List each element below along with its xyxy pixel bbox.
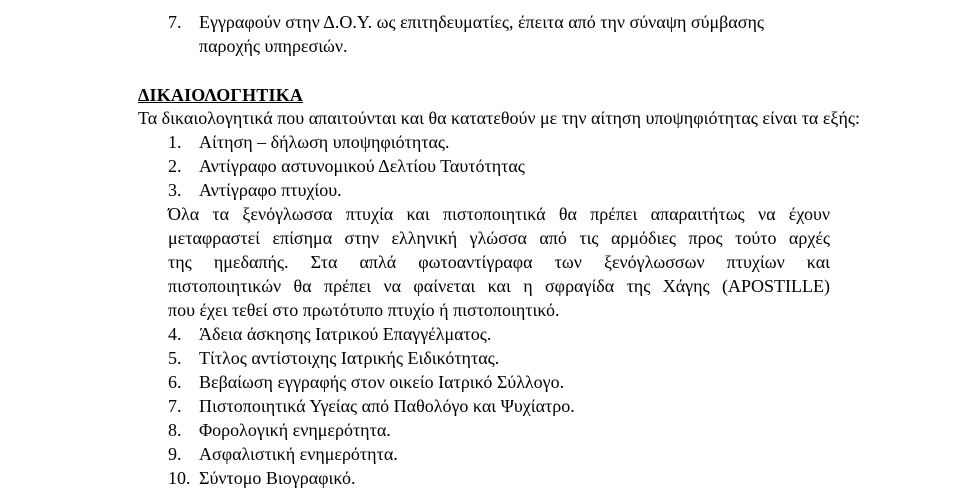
note-paragraph-line: πιστοποιητικών θα πρέπει να φαίνεται και η σφραγίδα της Χάγης (APOSTILLE) bbox=[168, 276, 830, 296]
list-item-number: 10. bbox=[168, 468, 191, 488]
section-intro: Τα δικαιολογητικά που απαιτούνται και θα κατατεθούν με την αίτηση υποψηφιότητας είναι τα εξής: bbox=[138, 108, 860, 128]
top-item-text-line-1: Εγγραφούν στην Δ.Ο.Υ. ως επιτηδευματίες, έπειτα από την σύναψη σύμβασης bbox=[199, 12, 764, 32]
note-paragraph-line: που έχει τεθεί στο πρωτότυπο πτυχίο ή πιστοποιητικό. bbox=[168, 300, 560, 320]
list-item-text: Άδεια άσκησης Ιατρικού Επαγγέλματος. bbox=[199, 324, 492, 344]
list-item-number: 6. bbox=[168, 372, 182, 392]
list-item-number: 2. bbox=[168, 156, 182, 176]
note-paragraph-line: μεταφραστεί επίσημα στην ελληνική γλώσσα από τις αρμόδιες προς τούτο αρχές bbox=[168, 228, 830, 248]
list-item-text: Τίτλος αντίστοιχης Ιατρικής Ειδικότητας. bbox=[199, 348, 500, 368]
top-item-number: 7. bbox=[168, 12, 182, 32]
note-paragraph-line: Όλα τα ξενόγλωσσα πτυχία και πιστοποιητικά θα πρέπει απαραιτήτως να έχουν bbox=[168, 204, 830, 224]
list-item-number: 8. bbox=[168, 420, 182, 440]
list-item-number: 9. bbox=[168, 444, 182, 464]
list-item-text: Φορολογική ενημερότητα. bbox=[199, 420, 391, 440]
list-item-text: Ασφαλιστική ενημερότητα. bbox=[199, 444, 398, 464]
list-item-text: Σύντομο Βιογραφικό. bbox=[199, 468, 356, 488]
list-item-number: 1. bbox=[168, 132, 182, 152]
list-item-number: 7. bbox=[168, 396, 182, 416]
list-item-text: Βεβαίωση εγγραφής στον οικείο Ιατρικό Σύλλογο. bbox=[199, 372, 565, 392]
note-paragraph-line: της ημεδαπής. Στα απλά φωτοαντίγραφα των ξενόγλωσσων πτυχίων και bbox=[168, 252, 830, 272]
list-item-text: Αντίγραφο πτυχίου. bbox=[199, 180, 342, 200]
list-item-number: 5. bbox=[168, 348, 182, 368]
list-item-text: Πιστοποιητικά Υγείας από Παθολόγο και Ψυχίατρο. bbox=[199, 396, 575, 416]
list-item-number: 3. bbox=[168, 180, 182, 200]
section-heading: ΔΙΚΑΙΟΛΟΓΗΤΙΚΑ bbox=[138, 85, 304, 105]
list-item-text: Αίτηση – δήλωση υποψηφιότητας. bbox=[199, 132, 450, 152]
list-item-text: Αντίγραφο αστυνομικού Δελτίου Ταυτότητας bbox=[199, 156, 525, 176]
list-item-number: 4. bbox=[168, 324, 182, 344]
top-item-text-line-2: παροχής υπηρεσιών. bbox=[199, 36, 348, 56]
